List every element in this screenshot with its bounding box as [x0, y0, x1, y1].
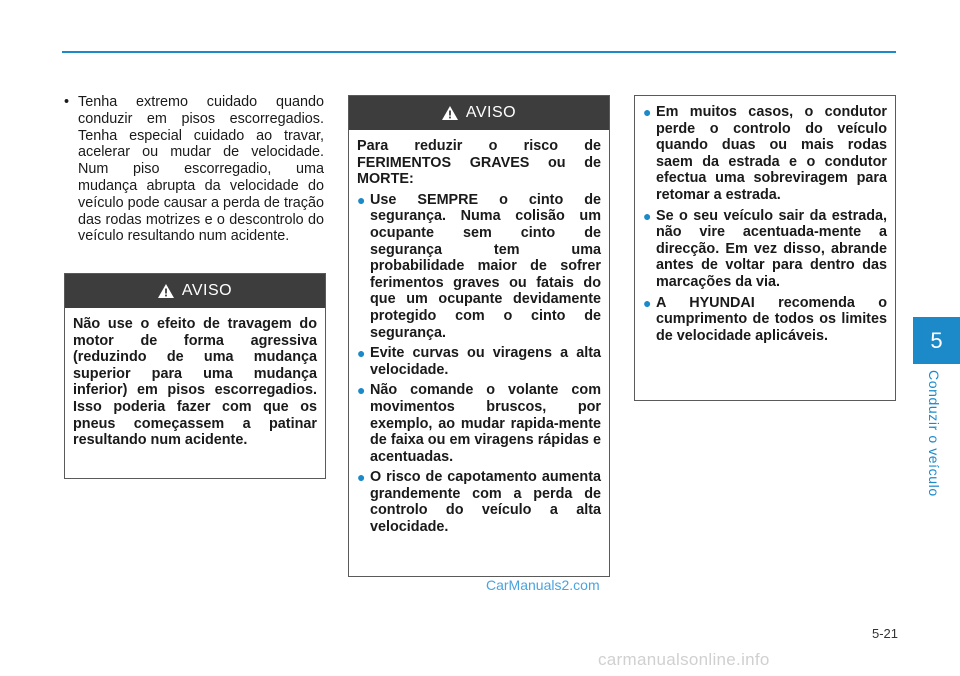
list-item: ● Evite curvas ou viragens a alta velocidade. [357, 345, 601, 378]
bullet-dot-icon: ● [643, 294, 652, 311]
bullet-dot-icon: • [64, 94, 70, 110]
list-item: ● Se o seu veículo sair da estrada, não vire acentuada-mente a direcção. Em vez disso, abrande antes de voltar para dentro das marcações da via. [643, 207, 887, 290]
warning-heading: AVISO [181, 282, 233, 299]
bullet-dot-icon: ● [643, 104, 652, 120]
chapter-number-tab: 5 [913, 317, 960, 364]
watermark-secondary: carmanualsonline.info [598, 650, 770, 669]
warning-intro: Para reduzir o risco de FERIMENTOS GRAVES ou de MORTE: [357, 138, 601, 188]
warning-text: Não use o efeito de travagem do motor de forma agressiva (reduzindo de uma mudança superior para uma mudança inferior) em pisos escorregadios. Isso poderia fazer com que os pneus começassem a patinar resultando num acidente. [73, 316, 317, 449]
list-item: ● Em muitos casos, o condutor perde o controlo do veículo quando duas ou mais rodas saem da estrada e o condutor efectua uma sobreviragem para retomar a estrada. [643, 104, 887, 203]
warning-heading: AVISO [465, 104, 517, 121]
bullet-dot-icon: ● [357, 191, 366, 208]
warning-header [349, 96, 609, 130]
list-item: ● O risco de capotamento aumenta grandemente com a perda de controlo do veículo a alta velocidade. [357, 469, 601, 536]
header-rule [62, 51, 896, 53]
warning-triangle-icon [442, 106, 458, 120]
warning-header [65, 274, 325, 308]
bullet-dot-icon: ● [357, 382, 366, 399]
warning-box-continued [634, 95, 896, 401]
list-item: ● Use SEMPRE o cinto de segurança. Numa colisão um ocupante sem cinto de segurança tem uma probabilidade maior de sofrer ferimentos graves ou fatais do que um ocupante devidamente protegido com o cinto de segurança. [357, 191, 601, 341]
bullet-dot-icon: ● [357, 469, 366, 486]
list-item: ● A HYUNDAI recomenda o cumprimento de todos os limites de velocidade aplicáveis. [643, 294, 887, 344]
watermark-primary: CarManuals2.com [486, 577, 600, 593]
warning-box-serious-injury [348, 95, 610, 577]
warning-triangle-icon [158, 284, 174, 298]
list-item: ● Não comande o volante com movimentos bruscos, por exemplo, ao mudar rapida-mente de faixa ou em viragens rápidas e acentuadas. [357, 382, 601, 465]
page-number: 5-21 [871, 626, 898, 641]
bullet-dot-icon: ● [357, 345, 366, 362]
caution-bullet [62, 94, 324, 245]
chapter-title: Conduzir o veículo [926, 369, 942, 497]
bullet-dot-icon: ● [643, 207, 652, 224]
warning-box-engine-braking [64, 273, 326, 479]
caution-bullet-text: Tenha extremo cuidado quando conduzir em pisos escorregadios. Tenha especial cuidado ao travar, acelerar ou mudar de velocidade. Num piso escorregadio, uma mudança abrupta da velocidade do veículo pode causar a perda de tração das rodas motrizes e o descontrolo do veículo resultando num acidente. [78, 94, 324, 245]
